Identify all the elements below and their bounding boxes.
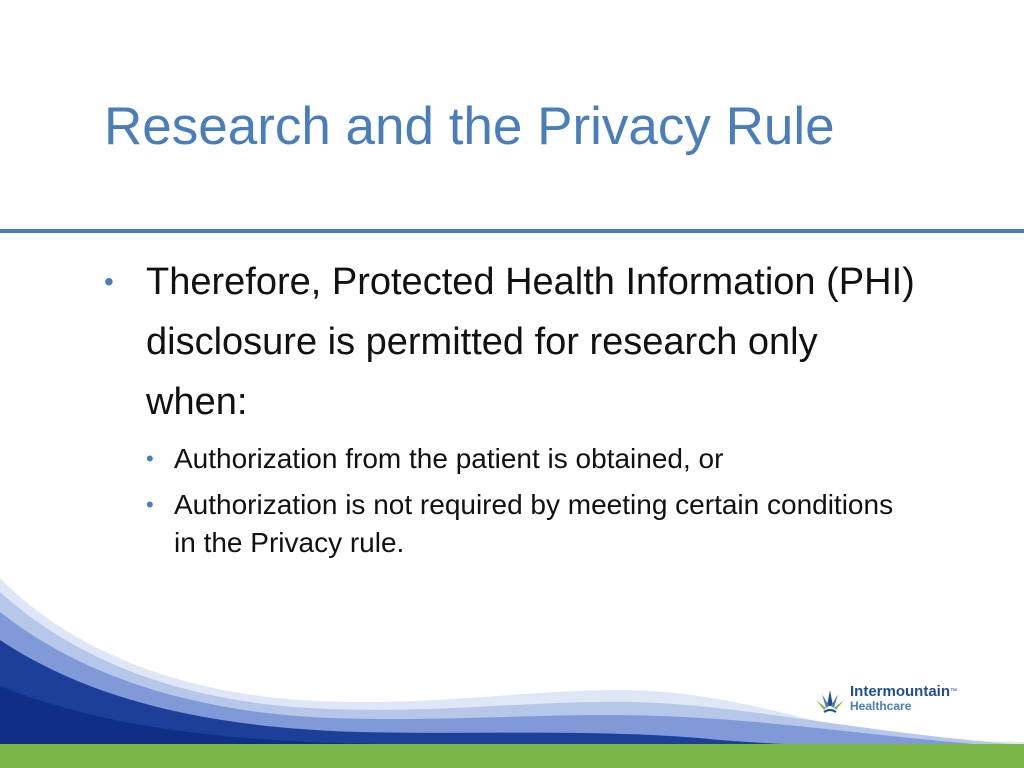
- sub-bullet-item: [146, 440, 904, 478]
- logo-line-1: [850, 684, 957, 700]
- sub-bullet-list: [146, 440, 924, 562]
- sub-bullet-item: [146, 486, 904, 562]
- title-divider: [0, 229, 1024, 233]
- sub-bullet-dot: •: [146, 492, 154, 517]
- sub-bullet-text: Authorization from the patient is obtained, or: [174, 443, 724, 474]
- bullet-item: [104, 252, 924, 562]
- sub-bullet-text: Authorization is not required by meeting certain conditions in the Privacy rule.: [174, 489, 894, 558]
- bullet-text: Therefore, Protected Health Information (PHI) disclosure is permitted for research only when:: [146, 261, 915, 423]
- intermountain-logo: [814, 684, 974, 720]
- logo-name: Intermountain: [850, 683, 950, 700]
- logo-mark-icon: [814, 686, 846, 716]
- bullet-list: [104, 252, 924, 570]
- logo-trademark: ™: [950, 688, 957, 695]
- slide-title: Research and the Privacy Rule: [104, 97, 835, 156]
- green-footer-bar: [0, 744, 1024, 768]
- logo-line-2: Healthcare: [850, 699, 912, 713]
- bullet-dot: •: [104, 266, 114, 297]
- sub-bullet-dot: •: [146, 446, 154, 471]
